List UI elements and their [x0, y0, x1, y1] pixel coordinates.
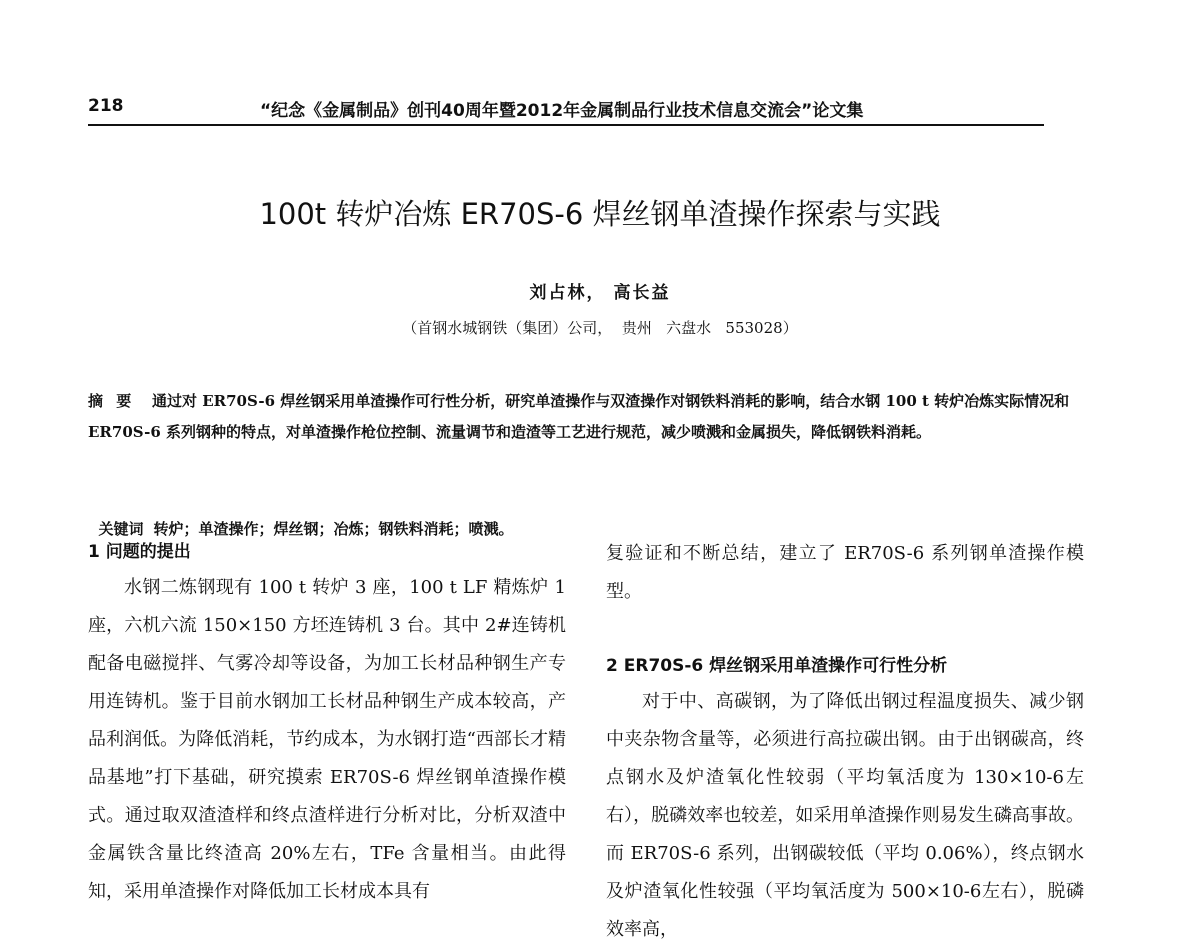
running-title: “纪念《金属制品》创刊40周年暨2012年金属制品行业技术信息交流会”论文集 — [260, 101, 864, 121]
keywords-text: 转炉；单渣操作；焊丝钢；冶炼；钢铁料消耗；喷溅。 — [153, 520, 514, 538]
section-1-heading: 1 问题的提出 — [88, 542, 191, 562]
page-number: 218 — [88, 96, 124, 116]
abstract-label: 摘 要 — [88, 392, 136, 410]
section-1-continuation: 复验证和不断总结，建立了 ER70S-6 系列钢单渣操作模型。 — [606, 543, 1084, 602]
keywords-label: 关键词 — [98, 520, 144, 538]
keywords — [88, 500, 1084, 539]
section-2-heading: 2 ER70S-6 焊丝钢采用单渣操作可行性分析 — [606, 656, 948, 676]
paper-title: 100t 转炉冶炼 ER70S-6 焊丝钢单渣操作探索与实践 — [259, 197, 941, 231]
abstract — [88, 386, 1084, 448]
authors: 刘占林， 高长益 — [529, 283, 671, 303]
section-1-paragraph: 水钢二炼钢现有 100 t 转炉 3 座，100 t LF 精炼炉 1 座，六机六流 150×150 方坯连铸机 3 台。其中 2#连铸机配备电磁搅拌、气雾冷却等设备，为加工长材品种钢生产专用连铸机。鉴于目前水钢加工长材品种钢生产成本较高，产品利润低。为降低消耗，节约成本，为水钢打造“西部长才精品基地”打下基础，研究摸索 ER70S-6 焊丝钢单渣操作模式。通过取双渣渣样和终点渣样进行分析对比，分析双渣中金属铁含量比终渣高 20%左右，TFe 含量相当。由此得知，采用单渣操作对降低加工长材成本具有 — [88, 577, 566, 902]
paragraph-gap — [606, 611, 1084, 649]
section-2-paragraph: 对于中、高碳钢，为了降低出钢过程温度损失、减少钢中夹杂物含量等，必须进行高拉碳出钢。由于出钢碳高，终点钢水及炉渣氧化性较弱（平均氧活度为 130×10-6左右），脱磷效率也较差，如采用单渣操作则易发生磷高事故。而 ER70S-6 系列，出钢碳较低（平均 0.06%），终点钢水及炉渣氧化性较强（平均氧活度为 500×10-6左右），脱磷效率高， — [606, 691, 1084, 940]
running-header — [88, 92, 1044, 126]
right-column — [606, 535, 1084, 949]
left-column — [88, 535, 566, 911]
affiliation: （首钢水城钢铁（集团）公司， 贵州 六盘水 553028） — [402, 319, 798, 337]
abstract-text: 通过对 ER70S-6 焊丝钢采用单渣操作可行性分析，研究单渣操作与双渣操作对钢铁料消耗的影响，结合水钢 100 t 转炉冶炼实际情况和 ER70S-6 系列钢种的特点，对单渣操作枪位控制、流量调节和造渣等工艺进行规范，减少喷溅和金属损失，降低钢铁料消耗。 — [88, 392, 1070, 441]
